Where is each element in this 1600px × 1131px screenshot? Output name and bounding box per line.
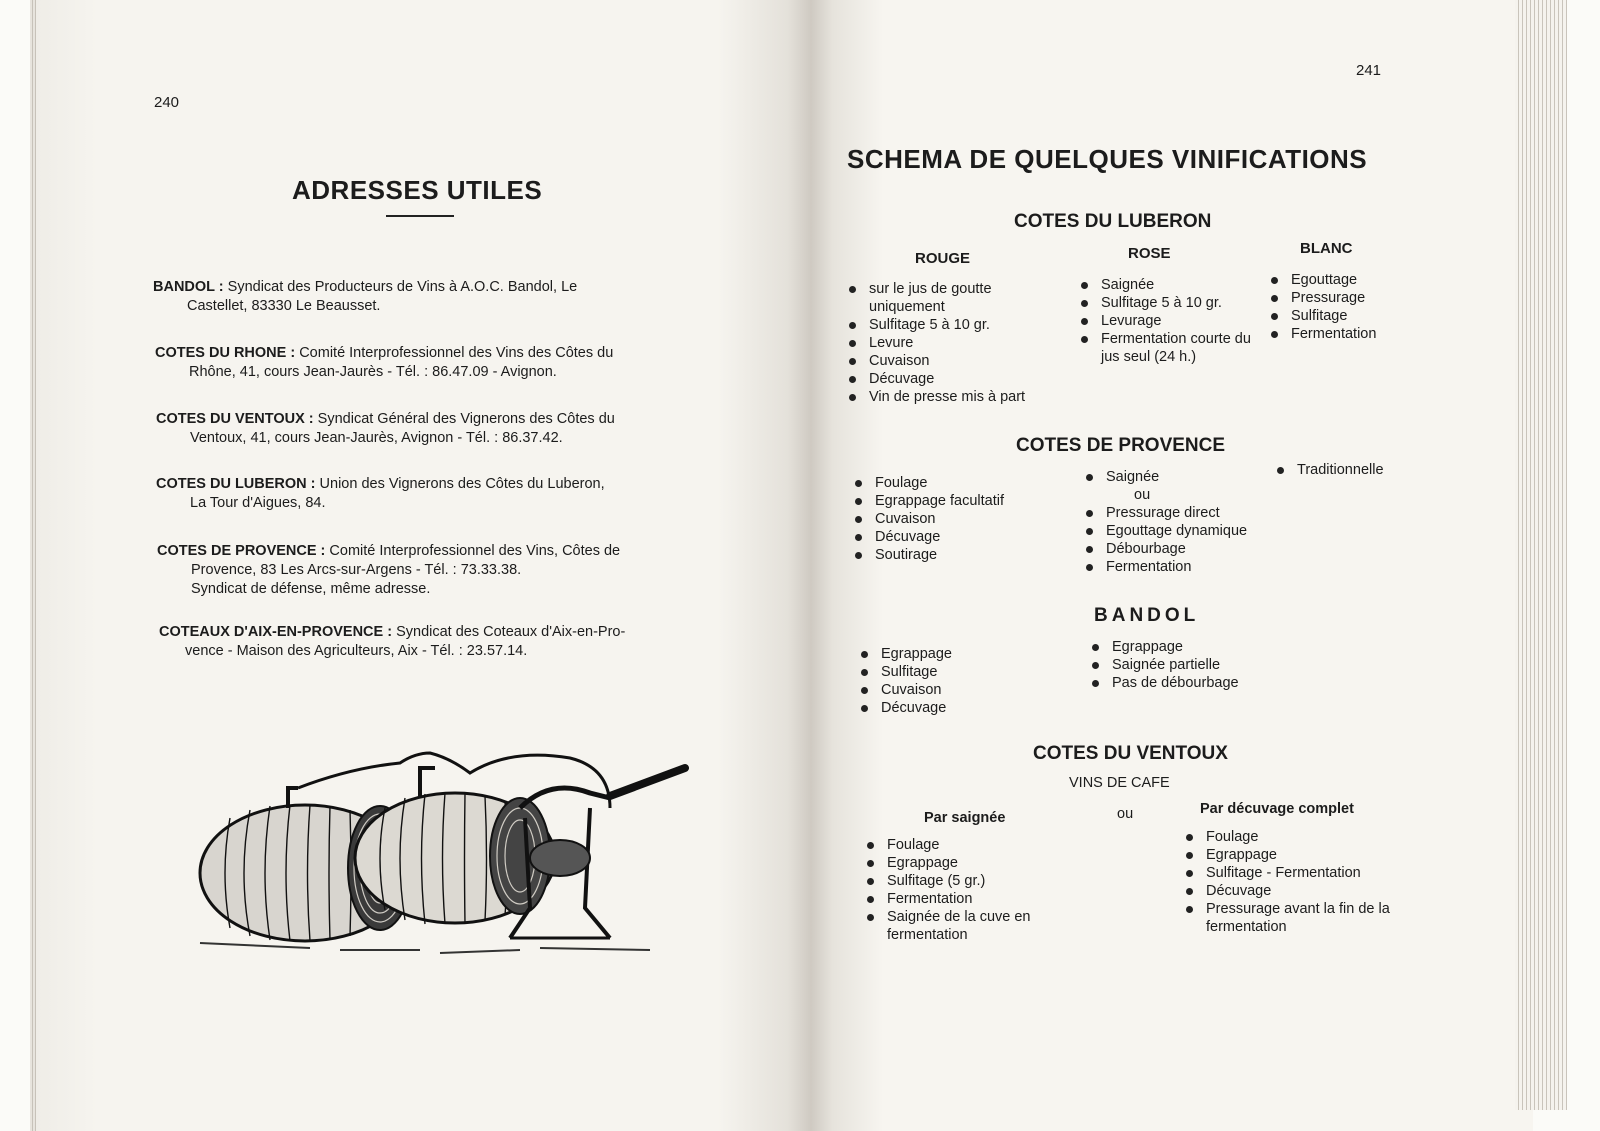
section-heading-ventoux: COTES DU VENTOUX: [1033, 743, 1228, 764]
entry-continuation: Rhône, 41, cours Jean-Jaurès - Tél. : 86.47.09 - Avignon.: [189, 364, 557, 380]
list-item: Pas de débourbage: [1090, 674, 1290, 692]
list-item: Sulfitage 5 à 10 gr.: [847, 316, 1052, 334]
ventoux-decuvage-list: [1184, 828, 1419, 936]
list-item: Fermentation: [865, 890, 1080, 908]
column-heading-par-saignee: Par saignée: [924, 810, 1006, 826]
list-item: Sulfitage 5 à 10 gr.: [1079, 294, 1264, 312]
page-title: SCHEMA DE QUELQUES VINIFICATIONS: [847, 144, 1368, 174]
list-item: Décuvage: [1184, 882, 1419, 900]
entry-continuation: Castellet, 83330 Le Beausset.: [187, 298, 381, 314]
list-item: Egouttage: [1269, 271, 1419, 289]
bandol-col1-list: [859, 645, 1039, 717]
list-item: Sulfitage: [1269, 307, 1419, 325]
list-item: Egrappage: [1090, 638, 1290, 656]
list-item: Sulfitage - Fermentation: [1184, 864, 1419, 882]
wine-barrel-press-illustration: [190, 738, 690, 968]
address-entry-luberon: [156, 475, 696, 513]
entry-continuation: vence - Maison des Agriculteurs, Aix - Tél. : 23.57.14.: [185, 643, 528, 659]
list-item: Sulfitage: [859, 663, 1039, 681]
entry-continuation: Provence, 83 Les Arcs-sur-Argens - Tél. : 73.33.38.: [191, 562, 522, 578]
entry-text: Comité Interprofessionnel des Vins des Côtes du: [295, 345, 614, 361]
list-item: Saignée: [1079, 276, 1264, 294]
list-item: Levure: [847, 334, 1052, 352]
list-item: Egrappage: [865, 854, 1080, 872]
list-item: Fermentation courte du jus seul (24 h.): [1079, 330, 1264, 366]
left-page: [36, 0, 811, 1131]
list-item: Egrappage: [859, 645, 1039, 663]
list-item: Pressurage direct: [1084, 504, 1284, 522]
column-heading-rouge: ROUGE: [915, 250, 971, 267]
address-entry-provence: [157, 542, 697, 599]
bandol-col2-list: [1090, 638, 1290, 692]
list-item: Fermentation: [1084, 558, 1284, 576]
list-item: Décuvage: [859, 699, 1039, 717]
column-heading-blanc: BLANC: [1300, 240, 1353, 257]
column-heading-par-decuvage: Par décuvage complet: [1200, 801, 1354, 817]
provence-col2-list: [1084, 468, 1284, 576]
list-item: sur le jus de goutte uniquement: [847, 280, 1052, 316]
entry-label: COTEAUX D'AIX-EN-PROVENCE :: [159, 624, 393, 640]
address-entry-rhone: [155, 344, 695, 382]
ventoux-saignee-list: [865, 836, 1080, 944]
list-item: Pressurage avant la fin de la fermentation: [1184, 900, 1419, 936]
entry-label: COTES DU LUBERON :: [156, 476, 316, 492]
list-item: Egouttage dynamique: [1084, 522, 1284, 540]
address-entry-ventoux: [156, 410, 696, 448]
list-item: Traditionnelle: [1275, 461, 1425, 479]
list-item: Pressurage: [1269, 289, 1419, 307]
provence-col3-list: [1275, 461, 1425, 479]
list-item: Egrappage facultatif: [853, 492, 1053, 510]
or-separator: ou: [1117, 806, 1134, 822]
list-item: Décuvage: [847, 370, 1052, 388]
luberon-blanc-list: [1269, 271, 1419, 343]
list-item: Cuvaison: [847, 352, 1052, 370]
list-item: Cuvaison: [859, 681, 1039, 699]
list-item: Décuvage: [853, 528, 1053, 546]
entry-label: COTES DE PROVENCE :: [157, 543, 326, 559]
entry-text: Syndicat Général des Vignerons des Côtes du: [313, 411, 615, 427]
provence-col1-list: [853, 474, 1053, 564]
entry-label: BANDOL :: [153, 279, 224, 295]
entry-text: Syndicat des Coteaux d'Aix-en-Pro-: [392, 624, 626, 640]
list-item: Vin de presse mis à part: [847, 388, 1052, 406]
list-item: Soutirage: [853, 546, 1053, 564]
list-item: Foulage: [1184, 828, 1419, 846]
column-heading-rose: ROSE: [1128, 245, 1171, 262]
section-heading-bandol: BANDOL: [1094, 605, 1200, 626]
list-item: Levurage: [1079, 312, 1264, 330]
right-page: [811, 0, 1533, 1131]
luberon-rouge-list: [847, 280, 1052, 406]
entry-label: COTES DU VENTOUX :: [156, 411, 314, 427]
list-item: Cuvaison: [853, 510, 1053, 528]
entry-continuation: La Tour d'Aigues, 84.: [190, 495, 326, 511]
page-number: 241: [1356, 62, 1382, 79]
section-heading-provence: COTES DE PROVENCE: [1016, 435, 1226, 456]
list-item: Saignée partielle: [1090, 656, 1290, 674]
list-item: Fermentation: [1269, 325, 1419, 343]
list-item: Saignée: [1084, 468, 1284, 486]
entry-label: COTES DU RHONE :: [155, 345, 296, 361]
entry-text: Syndicat des Producteurs de Vins à A.O.C. Bandol, Le: [223, 279, 578, 295]
entry-text: Union des Vignerons des Côtes du Luberon,: [315, 476, 605, 492]
list-item: Sulfitage (5 gr.): [865, 872, 1080, 890]
section-heading-luberon: COTES DU LUBERON: [1014, 211, 1212, 232]
list-item: Débourbage: [1084, 540, 1284, 558]
list-item: Foulage: [865, 836, 1080, 854]
luberon-rose-list: [1079, 276, 1264, 366]
page-title: ADRESSES UTILES: [292, 175, 543, 205]
entry-text: Comité Interprofessionnel des Vins, Côtes de: [325, 543, 621, 559]
or-separator: ou: [1134, 487, 1151, 503]
list-item: Saignée de la cuve en fermentation: [865, 908, 1080, 944]
entry-continuation-2: Syndicat de défense, même adresse.: [191, 581, 431, 597]
list-item: Egrappage: [1184, 846, 1419, 864]
subheading-vins-de-cafe: VINS DE CAFE: [1069, 775, 1170, 791]
right-page-edges: [1515, 0, 1567, 1110]
page-number: 240: [154, 94, 180, 111]
address-entry-coteaux-aix: [159, 623, 699, 661]
address-entry-bandol: [153, 278, 693, 316]
title-rule: [386, 215, 454, 217]
list-item: Foulage: [853, 474, 1053, 492]
entry-continuation: Ventoux, 41, cours Jean-Jaurès, Avignon - Tél. : 86.37.42.: [190, 430, 563, 446]
